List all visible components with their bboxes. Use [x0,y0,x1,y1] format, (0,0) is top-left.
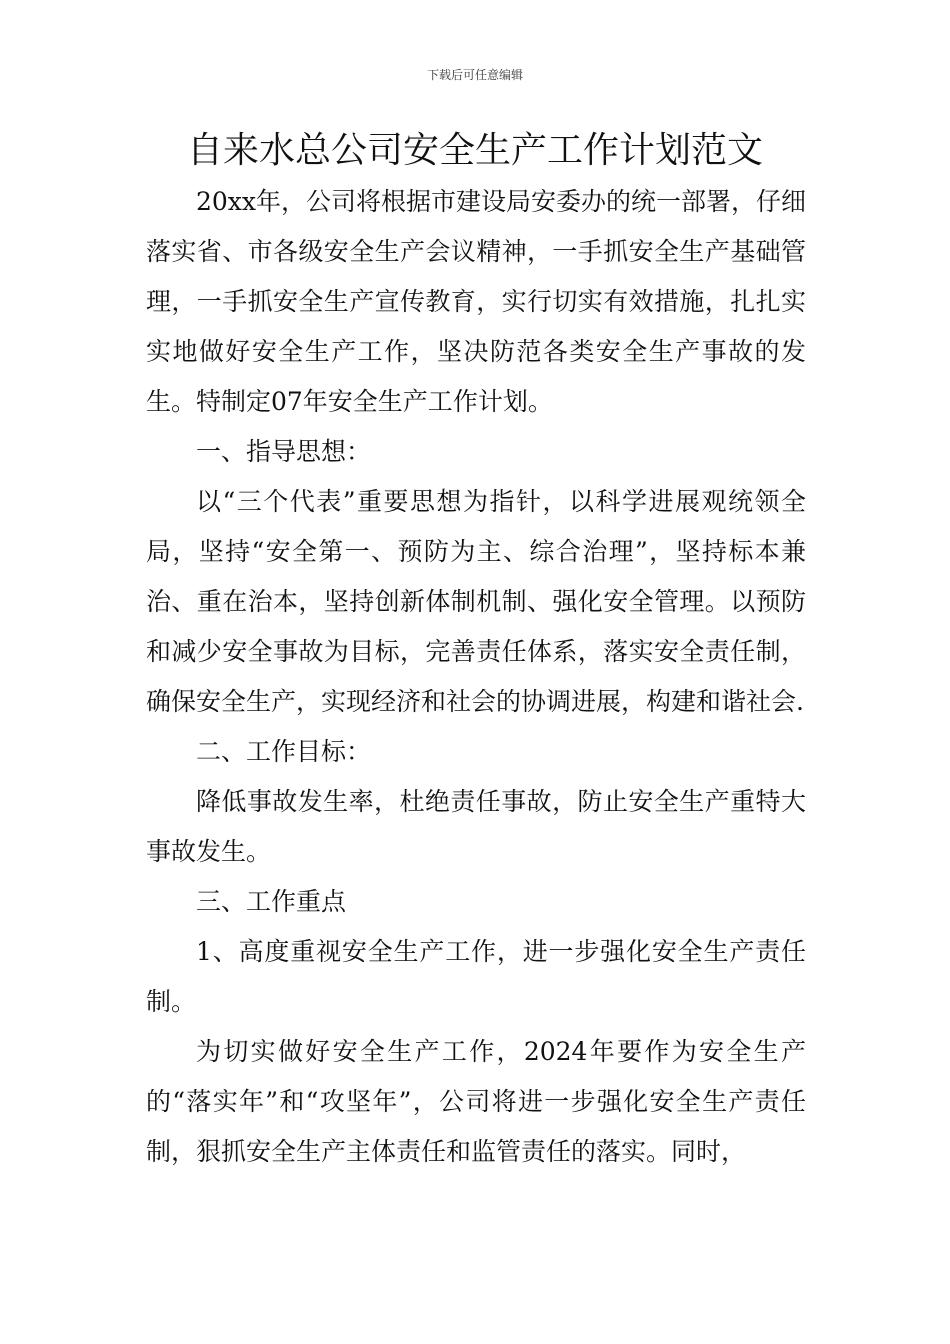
paragraph-work-goals: 降低事故发生率，杜绝责任事故，防止安全生产重特大事故发生。 [146,787,806,866]
paragraph-focus-detail: 为切实做好安全生产工作，2024年要作为安全生产的“落实年”和“攻坚年”，公司将进一步强化安全生产责任制，狠抓安全生产主体责任和监管责任的落实。同时， [146,1037,806,1166]
document-body [146,177,806,1177]
heading-guiding-ideology: 一、指导思想： [196,437,372,466]
header-note: 下载后可任意编辑 [426,68,523,82]
paragraph-focus-item-1: 1、高度重视安全生产工作，进一步强化安全生产责任制。 [146,937,806,1016]
heading-work-focus: 三、工作重点 [196,887,347,916]
paragraph-intro: 20xx年，公司将根据市建设局安委办的统一部署，仔细落实省、市各级安全生产会议精神，一手抓安全生产基础管理，一手抓安全生产宣传教育，实行切实有效措施，扎扎实实地做好安全生产工作，坚决防范各类安全生产事故的发生。特制定07年安全生产工作计划。 [146,187,807,416]
paragraph-guiding-ideology: 以“三个代表”重要思想为指针，以科学进展观统领全局，坚持“安全第一、预防为主、综合治理”，坚持标本兼治、重在治本，坚持创新体制机制、强化安全管理。以预防和减少安全事故为目标，完善责任体系，落实安全责任制，确保安全生产，实现经济和社会的协调进展，构建和谐社会. [146,487,806,716]
heading-work-goals: 二、工作目标： [196,737,372,766]
document-title: 自来水总公司安全生产工作计划范文 [186,130,763,171]
